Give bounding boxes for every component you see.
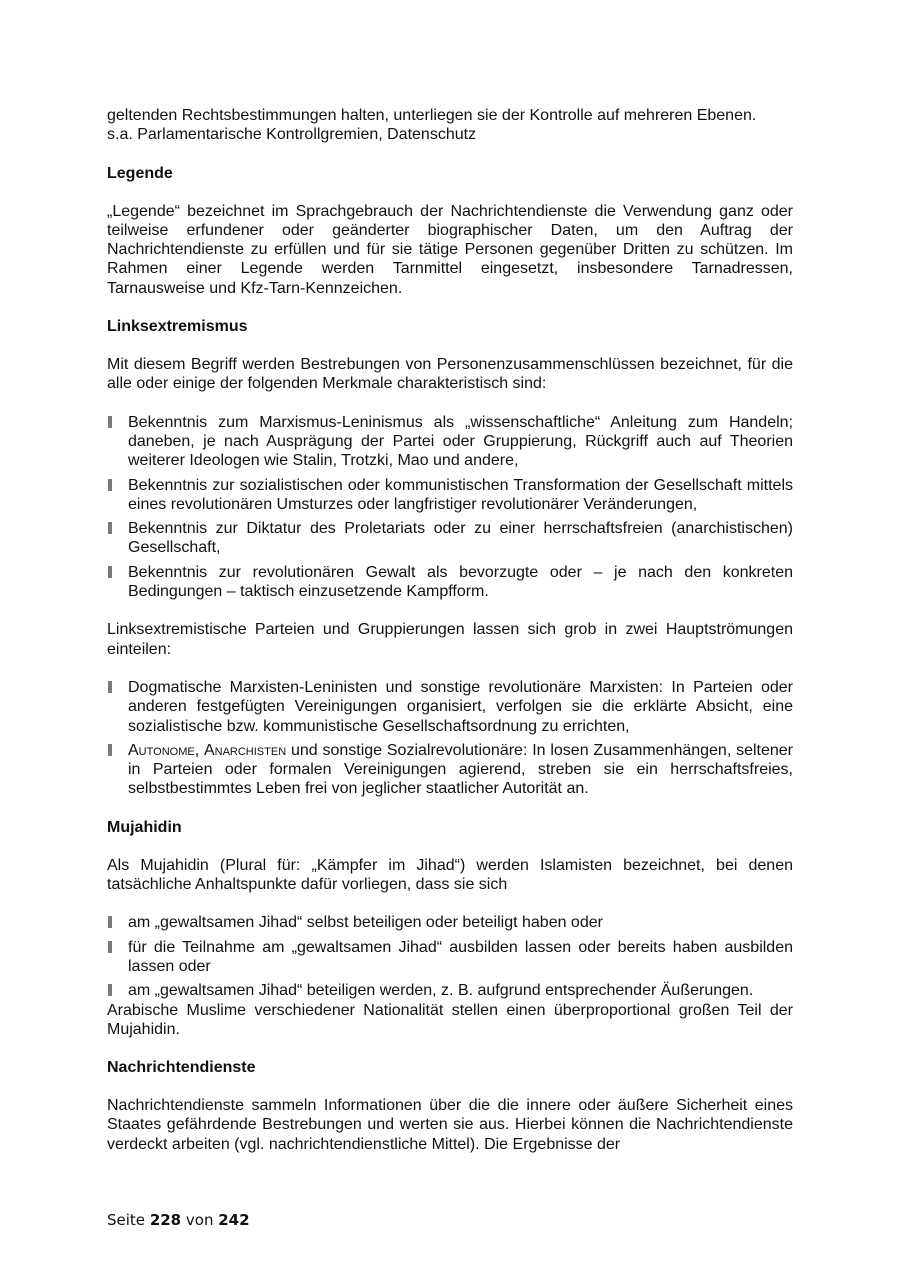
- bullet-icon: [108, 566, 112, 578]
- list-mujahidin: [107, 913, 793, 1000]
- list-merkmale: [107, 413, 793, 602]
- list-item: am „gewaltsamen Jihad“ beteiligen werden, z. B. aufgrund entsprechender Äußerungen.: [107, 981, 793, 1000]
- list-item: für die Teilnahme am „gewaltsamen Jihad“ ausbilden lassen oder bereits haben ausbilden lassen oder: [107, 938, 793, 977]
- intro-line-2: s.a. Parlamentarische Kontrollgremien, Datenschutz: [107, 126, 477, 144]
- list-item: Bekenntnis zum Marxismus-Leninismus als „wissenschaftliche“ Anleitung zum Handeln; daneben, je nach Ausprägung der Partei oder Gruppierung, Rückgriff auch auf Theorien weiterer Ideologen wie Stalin, Trotzki, Mao und andere,: [107, 413, 793, 471]
- paragraph-nachrichtendienste: Nachrichtendienste sammeln Informationen über die die innere oder äußere Sicherheit eines Staates gefährdende Bestrebungen und werten sie aus. Hierbei können die Nachrichtendienste verdeckt arbeiten (vgl. nachrichtendienstliche Mittel). Die Ergebnisse der: [107, 1097, 793, 1153]
- page-footer: [107, 1211, 250, 1229]
- paragraph-legende: „Legende“ bezeichnet im Sprachgebrauch der Nachrichtendienste die Verwendung ganz oder teilweise erfundener oder geänderter biographischer Daten, um den Auftrag der Nachrichtendienste zu erfüllen und für sie tätige Personen gegenüber Dritten zu schützen. Im Rahmen einer Legende werden Tarnmittel eingesetzt, insbesondere Tarnadressen, Tarnausweise und Kfz-Tarn-Kennzeichen.: [107, 202, 793, 297]
- heading-legende: Legende: [107, 164, 173, 182]
- footer-sep: von: [185, 1211, 214, 1229]
- list-stroemungen: [107, 678, 793, 799]
- page-total: 242: [218, 1211, 250, 1229]
- term-autonome: Autonome: [128, 741, 195, 759]
- bullet-icon: [108, 916, 112, 928]
- list-item: Dogmatische Marxisten-Leninisten und sonstige revolutionäre Marxisten: In Parteien oder anderen festgefügten Vereinigungen organisiert, verfolgen sie die erklärte Absicht, eine sozialistische bzw. kommunistische Gesellschaftsordnung zu errichten,: [107, 678, 793, 736]
- list-item: Bekenntnis zur Diktatur des Proletariats oder zu einer herrschaftsfreien (anarchistischen) Gesellschaft,: [107, 519, 793, 558]
- bullet-icon: [108, 984, 112, 996]
- list-item: Autonome, Anarchisten und sonstige Sozialrevolutionäre: In losen Zusammenhängen, seltener in Parteien oder formalen Vereinigungen agierend, streben sie ein herrschaftsfreies, selbstbestimmtes Leben frei von jeglicher staatlicher Autorität an.: [107, 741, 793, 799]
- bullet-icon: [108, 522, 112, 534]
- heading-linksextremismus: Linksextremismus: [107, 318, 248, 336]
- heading-nachrichtendienste: Nachrichtendienste: [107, 1059, 256, 1077]
- bullet-icon: [108, 744, 112, 756]
- bullet-icon: [108, 479, 112, 491]
- paragraph-mujahidin-outro: Arabische Muslime verschiedener Nationalität stellen einen überproportional großen Teil der Mujahidin.: [107, 1001, 793, 1038]
- list-item: am „gewaltsamen Jihad“ selbst beteiligen oder beteiligt haben oder: [107, 913, 793, 932]
- list-item: Bekenntnis zur sozialistischen oder kommunistischen Transformation der Gesellschaft mittels eines revolutionären Umsturzes oder langfristiger revolutionärer Veränderungen,: [107, 476, 793, 515]
- footer-prefix: Seite: [107, 1211, 146, 1229]
- term-anarchisten: Anarchisten: [203, 741, 287, 759]
- bullet-icon: [108, 681, 112, 693]
- list-item: Bekenntnis zur revolutionären Gewalt als bevorzugte oder – je nach den konkreten Bedingungen – taktisch einzusetzende Kampfform.: [107, 563, 793, 602]
- paragraph-linksextremismus-intro: Mit diesem Begriff werden Bestrebungen von Personenzusammenschlüssen bezeichnet, für die alle oder einige der folgenden Merkmale charakteristisch sind:: [107, 356, 793, 393]
- bullet-icon: [108, 941, 112, 953]
- intro-line-1: geltenden Rechtsbestimmungen halten, unterliegen sie der Kontrolle auf mehreren Ebenen.: [107, 107, 757, 124]
- paragraph-stroemungen-intro: Linksextremistische Parteien und Gruppierungen lassen sich grob in zwei Hauptströmungen einteilen:: [107, 621, 793, 658]
- heading-mujahidin: Mujahidin: [107, 818, 182, 836]
- paragraph-mujahidin-intro: Als Mujahidin (Plural für: „Kämpfer im Jihad“) werden Islamisten bezeichnet, bei denen tatsächliche Anhaltspunkte dafür vorliegen, dass sie sich: [107, 856, 793, 894]
- document-body: [107, 106, 793, 1154]
- bullet-icon: [108, 416, 112, 428]
- page-number: 228: [149, 1211, 182, 1229]
